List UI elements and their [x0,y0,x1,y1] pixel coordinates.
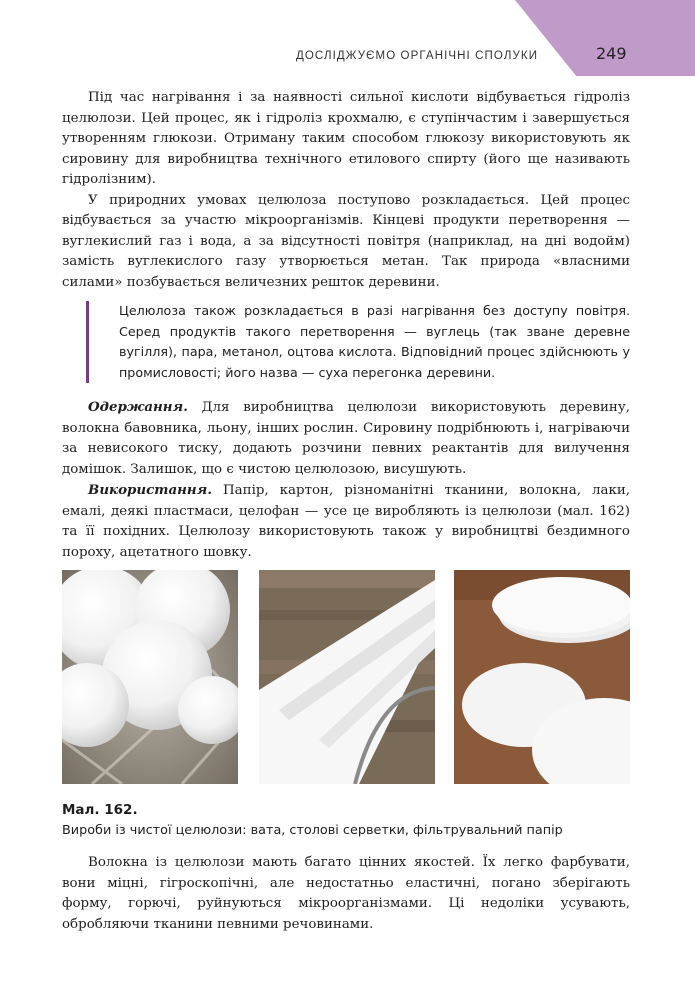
cotton-wool-photo [62,570,238,784]
note-box [86,301,630,383]
final-paragraph-block [62,853,630,935]
filter-paper-photo [454,570,630,784]
fiber-properties-paragraph: Волокна із целюлози мають багато цінних якостей. Їх легко фарбувати, вони міцні, гігроскопічні, але недостатньо еластичні, погано зберігають форму, горючі, руйнуються мікроорганізмами. Ці недоліки усувають, обробляючи тканини певними речовинами. [62,855,630,932]
usage-text: Папір, картон, різноманітні тканини, волокна, лаки, емалі, деякі пластмаси, целофан — усе це виробляють із целюлози (мал. 162) та її похідних. Целюлозу використовують також у виробництві бездимного пороху, ацетатного шовку. [62,483,630,560]
hydrolysis-paragraph: Під час нагрівання і за наявності сильної кислоти відбувається гідроліз целюлози. Цей процес, як і гідроліз крохмалю, є ступінчастим і завершується утворенням глюкози. Отриману таким способом глюкозу використовують як сировину для виробництва технічного етилового спирту (його ще називають гідролізним). [62,90,630,187]
figure-caption: Вироби із чистої целюлози: вата, столові серветки, фільтрувальний папір [62,823,563,838]
production-text: Для виробництва целюлози використовують деревину, волокна бавовника, льону, інших рослин. Сировину подрібнюють і, нагріваючи за невисокого тиску, додають розчини певних реактантів для вилучення домішок. Залишок, що є чистою целюлозою, висушують. [62,400,630,477]
production-heading: Одержання. [88,399,188,415]
page-number: 249 [596,44,627,63]
decomposition-paragraph: У природних умовах целюлоза поступово розкладається. Цей процес відбувається за участю мікроорганізмів. Кінцеві продукти перетворення — вуглекислий газ і вода, а за відсутності повітря (наприклад, на дні водойм) замість вуглекислого газу утворюється метан. Так природа «власними силами» позбувається величезних решток деревини. [62,192,630,290]
figure-label: Мал. 162. [62,802,138,818]
usage-paragraph [62,480,630,563]
usage-heading: Використання. [88,482,212,498]
hydrolysis-paragraph-block [62,88,630,293]
napkins-photo [259,570,435,784]
running-head: ДОСЛІДЖУЄМО ОРГАНІЧНІ СПОЛУКИ [296,50,539,62]
note-text: Целюлоза також розкладається в разі нагрівання без доступу повітря. Серед продуктів такого перетворення — вуглець (так зване деревне вугілля), пара, метанол, оцтова кислота. Відповідний процес здійснюють у промисловості; його назва — суха перегонка деревини. [119,303,630,380]
production-paragraph [62,397,630,480]
page-corner-tab [515,0,695,76]
production-usage-block [62,397,630,563]
